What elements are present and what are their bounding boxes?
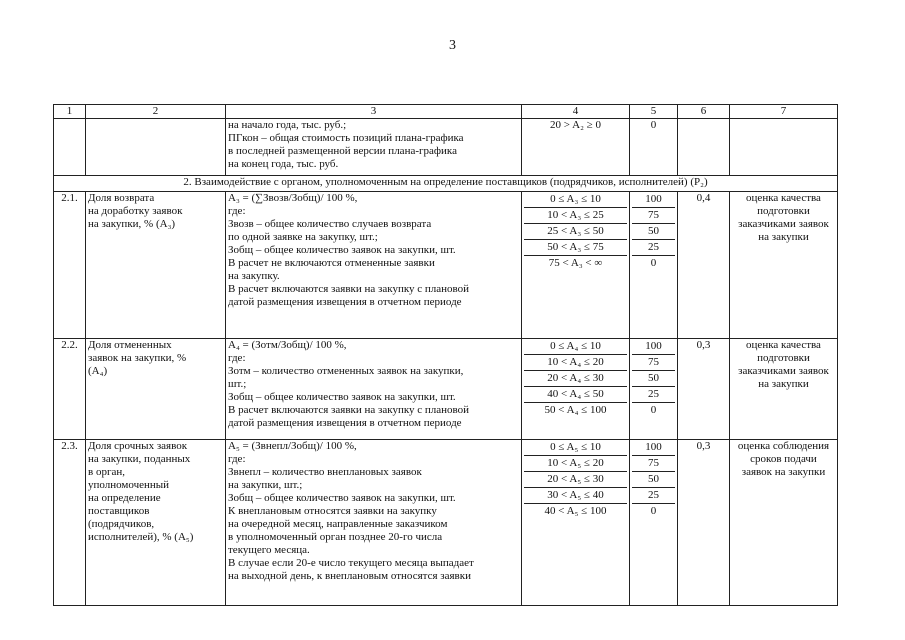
score: 0 [650,505,657,517]
formula-line: A₃ = (∑Звозв/Зобщ)/ 100 %, [228,192,358,204]
formula-line: по одной заявке на закупку, шт.; [228,231,378,243]
purpose-line: заказчиками заявок [738,218,829,230]
range: 50 < A₄ ≤ 100 [544,404,607,416]
indicator-row [54,339,838,440]
score: 75 [632,208,675,224]
value-ranges [522,440,630,606]
name-line: в орган, [88,466,125,478]
formula-line: В расчет включаются заявки на закупку с плановой [228,404,470,416]
range: 10 < A₅ ≤ 20 [524,456,627,472]
column-number: 1 [54,105,86,119]
purpose-line: на закупки [758,378,809,390]
row-number: 2.2. [54,339,86,440]
continuation-row [54,119,838,176]
name-line: на закупки, поданных [88,453,191,465]
formula-line: текущего месяца. [228,544,310,556]
formula-line: В расчет включаются заявки на закупку с плановой [228,283,470,295]
formula-line: датой размещения извещения в отчетном периоде [228,417,462,429]
range: 25 < A₃ ≤ 50 [524,224,627,240]
score: 0 [630,119,678,176]
name-line: (A₄) [88,365,108,377]
score: 50 [632,224,675,240]
purpose [730,119,838,176]
formula-line: где: [228,453,246,465]
formula-line: на начало года, тыс. руб.; [228,119,347,131]
formula-line: Зобщ – общее количество заявок на закупки, шт. [228,391,456,403]
scores [630,339,678,440]
range: 20 < A₅ ≤ 30 [524,472,627,488]
value-range: 20 > A₂ ≥ 0 [522,119,630,176]
indicator-name [86,339,226,440]
purpose-line: оценка качества [746,339,821,351]
formula-line: на закупку. [228,270,280,282]
column-number: 6 [678,105,730,119]
score: 50 [632,472,675,488]
purpose [730,440,838,606]
score: 75 [632,355,675,371]
purpose-line: подготовки [757,352,810,364]
name-line: на определение [88,492,161,504]
name-line: Доля возврата [88,192,155,204]
name-line: Доля отмененных [88,339,172,351]
indicator-name [86,440,226,606]
formula-line: шт.; [228,378,247,390]
formula-cell [226,339,522,440]
formula-line: A₄ = (Зотм/Зобщ)/ 100 %, [228,339,347,351]
column-number: 2 [86,105,226,119]
score: 100 [632,192,675,208]
name-line: на закупки, % (A₃) [88,218,176,230]
purpose [730,192,838,339]
score: 100 [632,440,675,456]
formula-line: где: [228,352,246,364]
formula-line: Звозв – общее количество случаев возврата [228,218,432,230]
formula-line: ПГкон – общая стоимость позиций плана-графика [228,132,464,144]
formula-cell [226,192,522,339]
score: 0 [650,404,657,416]
score: 25 [632,387,675,403]
purpose-line: подготовки [757,205,810,217]
formula-line: Зотм – количество отмененных заявок на закупки, [228,365,464,377]
formula-line: Зобщ – общее количество заявок на закупки, шт. [228,492,456,504]
purpose-line: на закупки [758,231,809,243]
range: 40 < A₅ ≤ 100 [544,505,607,517]
scores [630,440,678,606]
score: 25 [632,240,675,256]
formula-line: на конец года, тыс. руб. [228,158,339,170]
purpose-line: оценка соблюдения [737,440,830,452]
formula-line: где: [228,205,246,217]
column-number: 7 [730,105,838,119]
range: 10 < A₃ ≤ 25 [524,208,627,224]
range: 0 ≤ A₅ ≤ 10 [524,440,627,456]
column-number: 4 [522,105,630,119]
name-line: (подрядчиков, [88,518,155,530]
criteria-table [53,104,838,606]
indicator-name [86,119,226,176]
range: 10 < A₄ ≤ 20 [524,355,627,371]
purpose-line: заказчиками заявок [738,365,829,377]
formula-line: В случае если 20-е число текущего месяца выпадает [228,557,474,569]
score: 0 [650,257,657,269]
formula-line: в уполномоченный орган позднее 20-го числа [228,531,443,543]
name-line: Доля срочных заявок [88,440,188,452]
range: 40 < A₄ ≤ 50 [524,387,627,403]
formula-line: Зобщ – общее количество заявок на закупки, шт. [228,244,456,256]
name-line: на доработку заявок [88,205,183,217]
score: 100 [632,339,675,355]
section-title: 2. Взаимодействие с органом, уполномоченным на определение поставщиков (подрядчиков, исполнителей) (P₂) [54,176,838,192]
purpose-line: заявок на закупки [741,466,826,478]
range: 0 ≤ A₄ ≤ 10 [524,339,627,355]
formula-cell [226,440,522,606]
name-line: исполнителей), % (A₅) [88,531,194,543]
value-ranges [522,192,630,339]
formula-line: В расчет не включаются отмененные заявки [228,257,435,269]
range: 75 < A₃ < ∞ [548,257,603,269]
section-row [54,176,838,192]
formula-line: Звнепл – количество внеплановых заявок [228,466,422,478]
indicator-row [54,440,838,606]
formula-line: К внеплановым относятся заявки на закупку [228,505,437,517]
name-line: уполномоченный [88,479,170,491]
page-number: 3 [449,38,456,53]
range: 30 < A₅ ≤ 40 [524,488,627,504]
value-ranges [522,339,630,440]
range: 20 < A₄ ≤ 30 [524,371,627,387]
row-number [54,119,86,176]
score: 25 [632,488,675,504]
weight [678,119,730,176]
formula-line: A₅ = (Звнепл/Зобщ)/ 100 %, [228,440,357,452]
weight: 0,4 [678,192,730,339]
row-number: 2.3. [54,440,86,606]
column-number: 3 [226,105,522,119]
weight: 0,3 [678,440,730,606]
row-number: 2.1. [54,192,86,339]
column-number-row [54,105,838,119]
name-line: заявок на закупки, % [88,352,187,364]
range: 0 ≤ A₃ ≤ 10 [524,192,627,208]
formula-line: в последней размещенной версии плана-графика [228,145,457,157]
formula-line: на очередной месяц, направленные заказчиком [228,518,448,530]
formula-cell [226,119,522,176]
purpose-line: сроков подачи [750,453,817,465]
purpose [730,339,838,440]
column-number: 5 [630,105,678,119]
formula-line: на закупки, шт.; [228,479,303,491]
indicator-name [86,192,226,339]
name-line: поставщиков [88,505,150,517]
weight: 0,3 [678,339,730,440]
formula-line: датой размещения извещения в отчетном периоде [228,296,462,308]
score: 50 [632,371,675,387]
purpose-line: оценка качества [746,192,821,204]
indicator-row [54,192,838,339]
scores [630,192,678,339]
score: 75 [632,456,675,472]
formula-line: на выходной день, к внеплановым относятся заявки [228,570,471,582]
range: 50 < A₃ ≤ 75 [524,240,627,256]
